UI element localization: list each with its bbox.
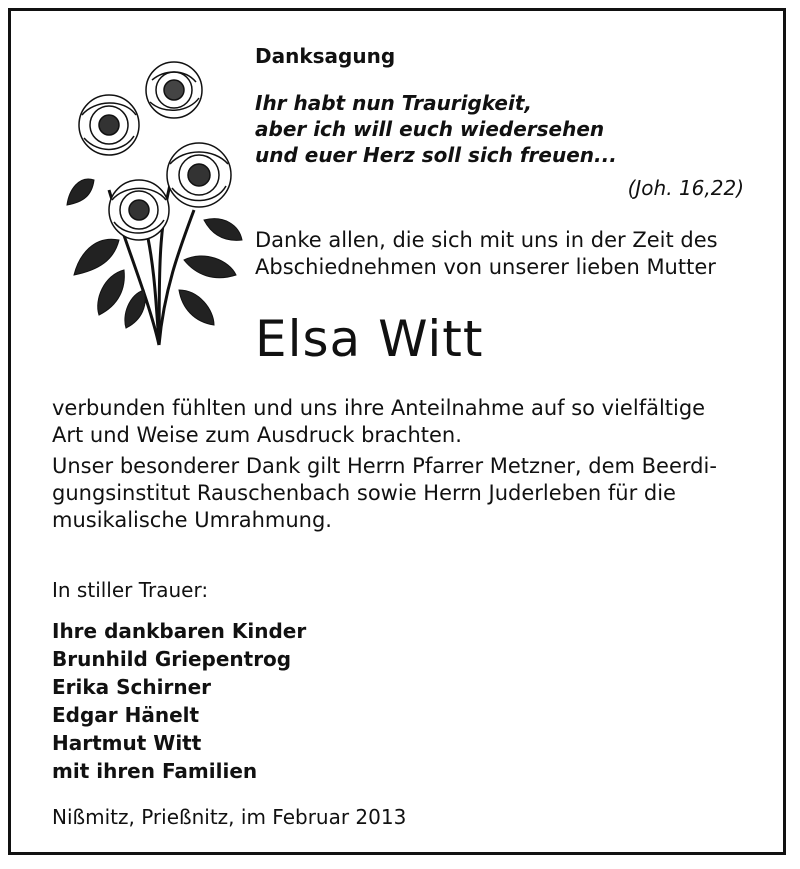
roses-illustration — [64, 60, 244, 350]
quote-line: und euer Herz soll sich freuen... — [255, 143, 617, 167]
body-text — [52, 395, 748, 534]
heading: Danksagung — [255, 44, 396, 68]
body-line: gungsinstitut Rauschenbach sowie Herrn Juderleben für die — [52, 481, 676, 505]
quote-line: Ihr habt nun Traurigkeit, — [255, 91, 533, 115]
intro-text — [255, 227, 750, 281]
family-member: mit ihren Familien — [52, 759, 258, 783]
thanks-paragraph — [52, 453, 748, 534]
place-date: Nißmitz, Prießnitz, im Februar 2013 — [52, 805, 407, 829]
body-line: Unser besonderer Dank gilt Herrn Pfarrer Metzner, dem Beerdi- — [52, 454, 717, 478]
bible-quote — [255, 90, 617, 168]
family-member: Erika Schirner — [52, 675, 212, 699]
deceased-name: Elsa Witt — [255, 310, 484, 368]
body-line: musikalische Umrahmung. — [52, 508, 332, 532]
family-member: Hartmut Witt — [52, 731, 202, 755]
quote-reference: (Joh. 16,22) — [627, 176, 744, 200]
family-member: Edgar Hänelt — [52, 703, 200, 727]
body-line: verbunden fühlten und uns ihre Anteilnahme auf so vielfältige — [52, 396, 706, 420]
body-line: Art und Weise zum Ausdruck brachten. — [52, 423, 462, 447]
family-list — [52, 617, 306, 785]
mourning-label: In stiller Trauer: — [52, 578, 209, 602]
family-member: Brunhild Griepentrog — [52, 647, 292, 671]
family-member: Ihre dankbaren Kinder — [52, 619, 307, 643]
intro-line: Abschiednehmen von unserer lieben Mutter — [255, 255, 716, 279]
intro-line: Danke allen, die sich mit uns in der Zeit des — [255, 228, 718, 252]
quote-line: aber ich will euch wiedersehen — [255, 117, 605, 141]
